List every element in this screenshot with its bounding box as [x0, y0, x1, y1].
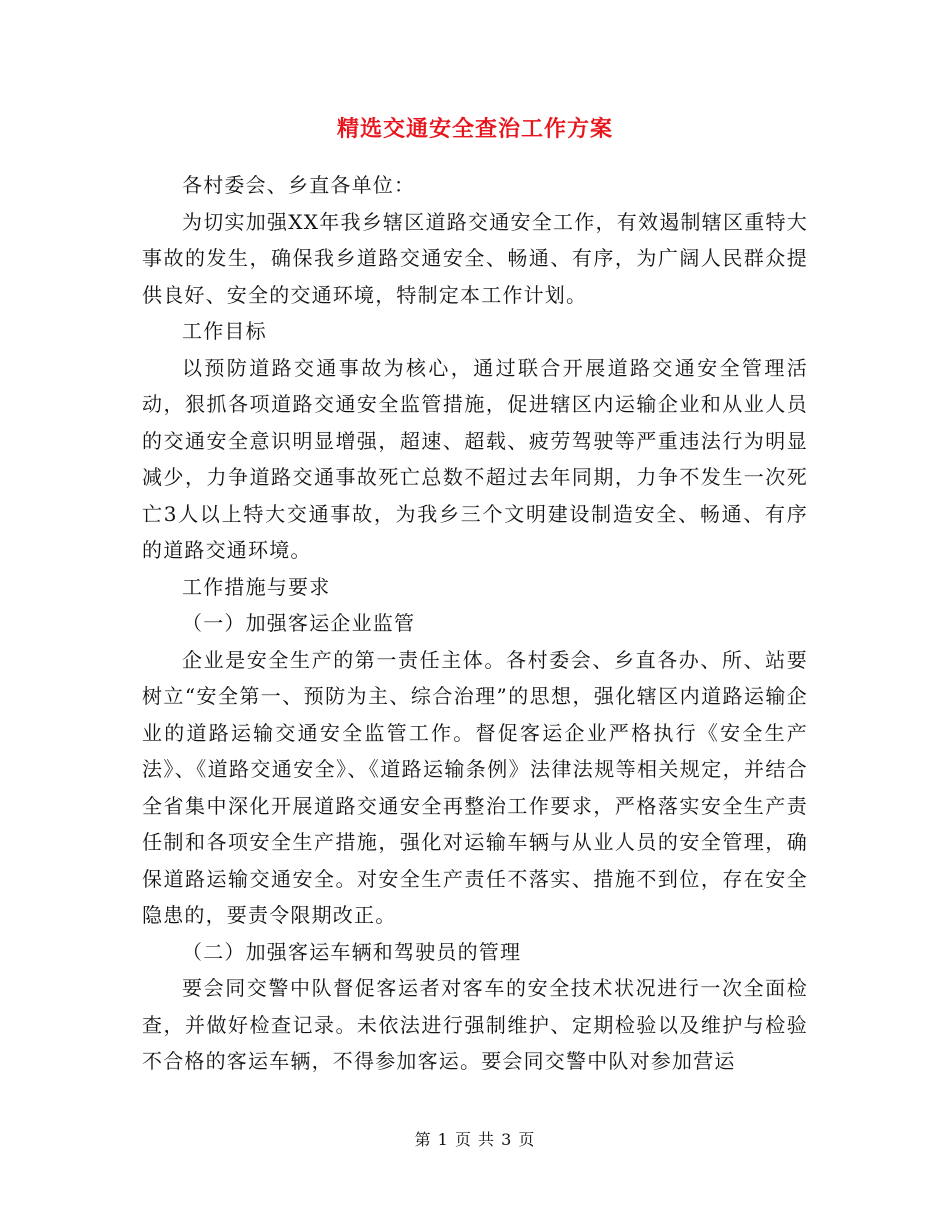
subheading-1: （一）加强客运企业监管	[182, 611, 416, 635]
section-heading-goals: 工作目标	[182, 319, 267, 343]
document-title: 精选交通安全查治工作方案	[336, 117, 613, 142]
salutation: 各村委会、乡直各单位：	[182, 173, 416, 197]
page-footer: 第 1 页 共 3 页	[414, 1130, 536, 1149]
section-heading-measures: 工作措施与要求	[182, 574, 331, 599]
subheading-2: （二）加强客运车辆和驾驶员的管理	[182, 939, 522, 964]
intro-paragraph: 为切实加强XX年我乡辖区道路交通安全工作，有效遏制辖区重特大事故的发生，确保我乡道路交通安全、畅通、有序，为广阔人民群众提供良好、安全的交通环境，特制定本工作计划。	[142, 209, 808, 307]
measures-paragraph-1: 企业是安全生产的第一责任主体。各村委会、乡直各办、所、站要树立“安全第一、预防为主、综合治理”的思想，强化辖区内道路运输企业的道路运输交通安全监管工作。督促客运企业严格执行《安全生产法》、《道路交通安全》、《道路运输条例》法律法规等相关规定，并结合全省集中深化开展道路交通安全再整治工作要求，严格落实安全生产责任制和各项安全生产措施，强化对运输车辆与从业人员的安全管理，确保道路运输交通安全。对安全生产责任不落实、措施不到位，存在安全隐患的，要责令限期改正。	[142, 647, 808, 927]
measures-paragraph-2: 要会同交警中队督促客运者对客车的安全技术状况进行一次全面检查，并做好检查记录。未依法进行强制维护、定期检验以及维护与检验不合格的客运车辆，不得参加客运。要会同交警中队对参加营运	[142, 976, 808, 1073]
goals-paragraph: 以预防道路交通事故为核心，通过联合开展道路交通安全管理活动，狠抓各项道路交通安全监管措施，促进辖区内运输企业和从业人员的交通安全意识明显增强，超速、超载、疲劳驾驶等严重违法行为明显减少，力争道路交通事故死亡总数不超过去年同期，力争不发生一次死亡3人以上特大交通事故，为我乡三个文明建设制造安全、畅通、有序的道路交通环境。	[142, 355, 808, 562]
document-body	[142, 167, 808, 1080]
